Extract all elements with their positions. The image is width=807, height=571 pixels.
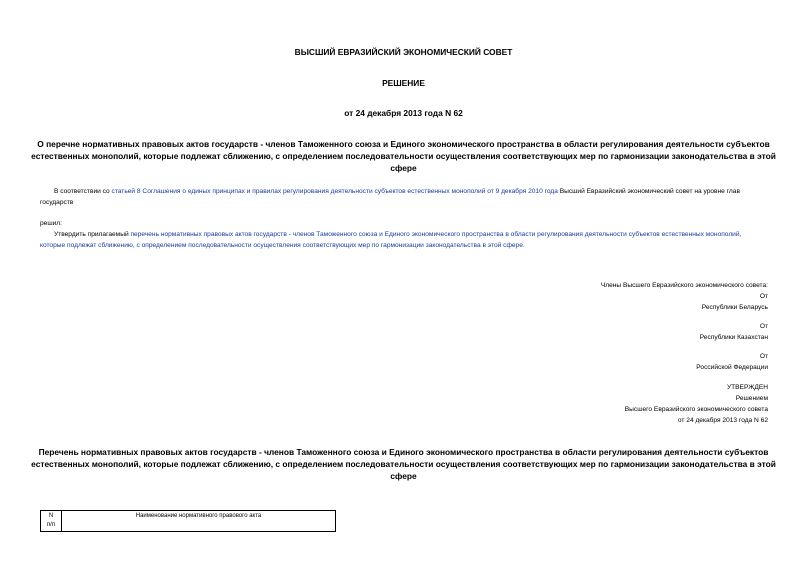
column-header-number-line: п/п <box>46 522 56 528</box>
preamble-prefix: В соответствии со <box>54 188 112 195</box>
decision-prefix: Утвердить прилагаемый <box>54 231 131 238</box>
signature-from: От <box>759 353 768 360</box>
signatures-block <box>508 280 768 373</box>
signature-country: Республики Казахстан <box>699 334 768 341</box>
decided-label: решил: <box>40 220 62 227</box>
council-heading: ВЫСШИЙ ЕВРАЗИЙСКИЙ ЭКОНОМИЧЕСКИЙ СОВЕТ <box>294 47 513 57</box>
approval-line: Решением <box>735 395 768 402</box>
document-date-number: от 24 декабря 2013 года N 62 <box>344 108 463 118</box>
acts-table <box>40 510 336 532</box>
signatures-heading: Члены Высшего Евразийского экономического совета: <box>600 282 768 289</box>
preamble-suffix: Высший Евразийский экономический совет на уровне глав государств <box>40 188 740 206</box>
approval-block <box>508 382 768 426</box>
decision-paragraph <box>40 229 768 251</box>
approval-line: УТВЕРЖДЕН <box>726 384 768 391</box>
signature-from: От <box>759 323 768 330</box>
preamble-link[interactable]: статьей 8 Соглашения о единых принципах и правилах регулирования деятельности субъектов естественных монополий от 9 декабря 2010 года <box>111 188 558 195</box>
column-header-number <box>41 511 62 532</box>
decision-link[interactable]: перечень нормативных правовых актов государств - членов Таможенного союза и Единого экономического пространства в области регулирования деятельности субъектов естественных монополий, которые подлежат сближению, с определением последовательности осуществления соответствующих мер по гармонизации законодательства в этой сфере. <box>40 231 742 249</box>
signature-from: От <box>759 293 768 300</box>
document-type: РЕШЕНИЕ <box>382 78 425 88</box>
document-title: О перечне нормативных правовых актов государств - членов Таможенного союза и Единого экономического пространства в области регулирования деятельности субъектов естественных монополий, которые подлежат сближению, с определением последовательности осуществления соответствующих мер по гармонизации законодательства в этой сфере <box>31 139 776 173</box>
list-title: Перечень нормативных правовых актов государств - членов Таможенного союза и Единого экономического пространства в области регулирования деятельности субъектов естественных монополий, которые подлежат сближению, с определением последовательности осуществления соответствующих мер по гармонизации законодательства в этой сфере <box>31 447 776 481</box>
signature-country: Республики Беларусь <box>701 304 768 311</box>
approval-line: от 24 декабря 2013 года N 62 <box>677 417 768 424</box>
preamble-paragraph <box>40 186 768 208</box>
table-header-row <box>41 511 336 532</box>
column-header-name: Наименование нормативного правового акта <box>62 511 336 532</box>
approval-line: Высшего Евразийского экономического совета <box>624 406 768 413</box>
column-header-number-line: N <box>48 513 54 519</box>
signature-country: Российской Федерации <box>696 364 768 371</box>
